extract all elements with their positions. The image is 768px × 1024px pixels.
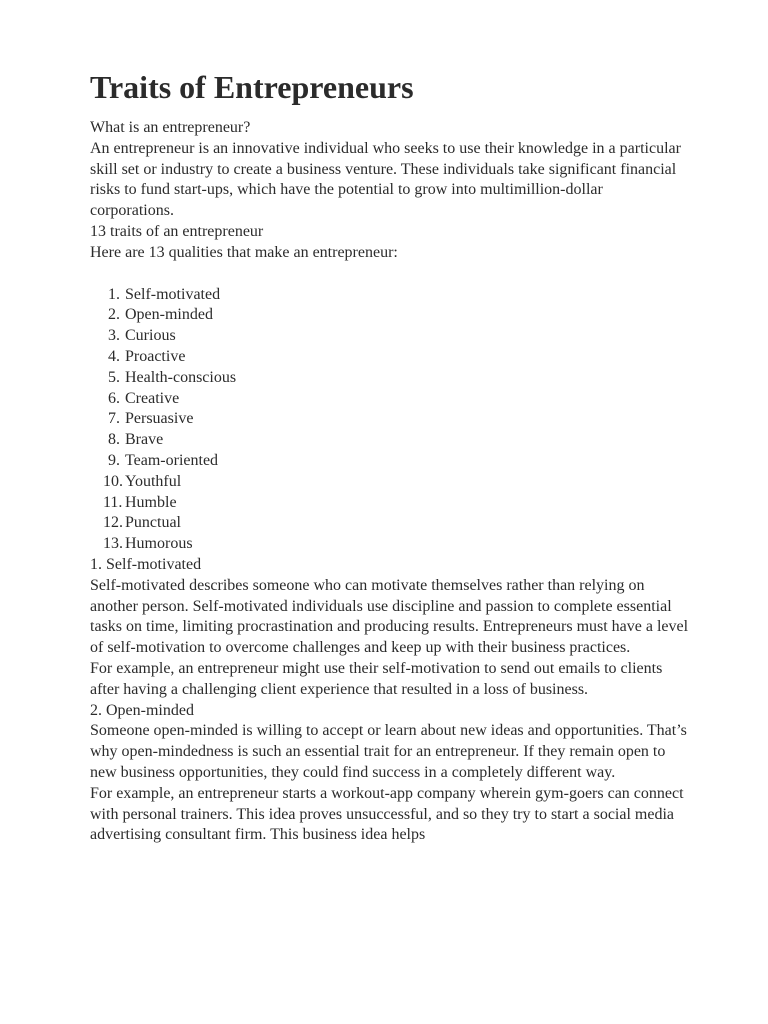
section-heading-self-motivated: 1. Self-motivated	[90, 555, 202, 573]
intro-paragraph: An entrepreneur is an innovative individual who seeks to use their knowledge in a particular skill set or industry to create a business venture. These individuals take significant financial risks to fund start-ups, which have the potential to grow into multimillion-dollar corporations.	[90, 139, 681, 220]
list-item-label: Humorous	[125, 535, 193, 553]
list-number: 8.	[108, 431, 120, 449]
list-number: 10.	[103, 472, 123, 490]
list-number: 12.	[103, 514, 123, 532]
traits-heading: 13 traits of an entrepreneur	[90, 222, 264, 240]
list-item-label: Health-conscious	[125, 368, 237, 386]
list-item-label: Brave	[125, 431, 164, 449]
list-item-label: Proactive	[125, 347, 186, 365]
list-number: 7.	[108, 410, 120, 428]
list-item-label: Youthful	[125, 472, 182, 490]
list-number: 6.	[108, 389, 120, 407]
list-item	[90, 347, 690, 368]
list-item	[90, 368, 690, 389]
list-item-label: Creative	[125, 389, 180, 407]
list-item	[90, 534, 690, 555]
list-number: 4.	[108, 347, 120, 365]
list-item	[90, 285, 690, 306]
list-number: 1.	[108, 285, 120, 303]
section-body-self-motivated: Self-motivated describes someone who can motivate themselves rather than relying on another person. Self-motivated individuals use discipline and passion to complete essential tasks on time, limiting procrastination and producing results. Entrepreneurs must have a level of self-motivation to overcome challenges and keep up with their business practices.	[90, 576, 689, 657]
list-number: 2.	[108, 306, 120, 324]
section-body-open-minded: Someone open-minded is willing to accept or learn about new ideas and opportunities. That’s why open-mindedness is such an essential trait for an entrepreneur. If they remain open to new business opportunities, they could find success in a completely different way.	[90, 722, 687, 781]
list-number: 11.	[103, 493, 123, 511]
list-item-label: Curious	[125, 327, 176, 345]
question-heading: What is an entrepreneur?	[90, 119, 251, 136]
list-item-label: Punctual	[125, 514, 181, 532]
list-item-label: Persuasive	[125, 410, 194, 428]
list-number: 3.	[108, 327, 120, 345]
list-item-label: Self-motivated	[125, 285, 221, 303]
section-example-self-motivated: For example, an entrepreneur might use their self-motivation to send out emails to clients after having a challenging client experience that resulted in a loss of business.	[90, 659, 663, 698]
list-item	[90, 513, 690, 534]
list-item	[90, 326, 690, 347]
list-item	[90, 451, 690, 472]
list-item	[90, 430, 690, 451]
list-item-label: Open-minded	[125, 306, 213, 324]
list-item-label: Humble	[125, 493, 177, 511]
blank-line	[90, 264, 690, 285]
section-heading-open-minded: 2. Open-minded	[90, 701, 194, 719]
list-item	[90, 493, 690, 514]
document-page	[90, 69, 690, 846]
list-item	[90, 472, 690, 493]
list-number: 9.	[108, 451, 120, 469]
traits-list	[90, 285, 690, 555]
document-title: Traits of Entrepreneurs	[90, 69, 414, 105]
list-item-label: Team-oriented	[125, 451, 219, 469]
list-item	[90, 305, 690, 326]
list-item	[90, 409, 690, 430]
section-example-open-minded: For example, an entrepreneur starts a workout-app company wherein gym-goers can connect with personal trainers. This idea proves unsuccessful, and so they try to start a social media advertising consultant firm. This business idea helps	[90, 784, 684, 844]
list-number: 13.	[103, 535, 123, 553]
traits-lead: Here are 13 qualities that make an entrepreneur:	[90, 243, 398, 261]
list-item	[90, 389, 690, 410]
list-number: 5.	[108, 368, 120, 386]
